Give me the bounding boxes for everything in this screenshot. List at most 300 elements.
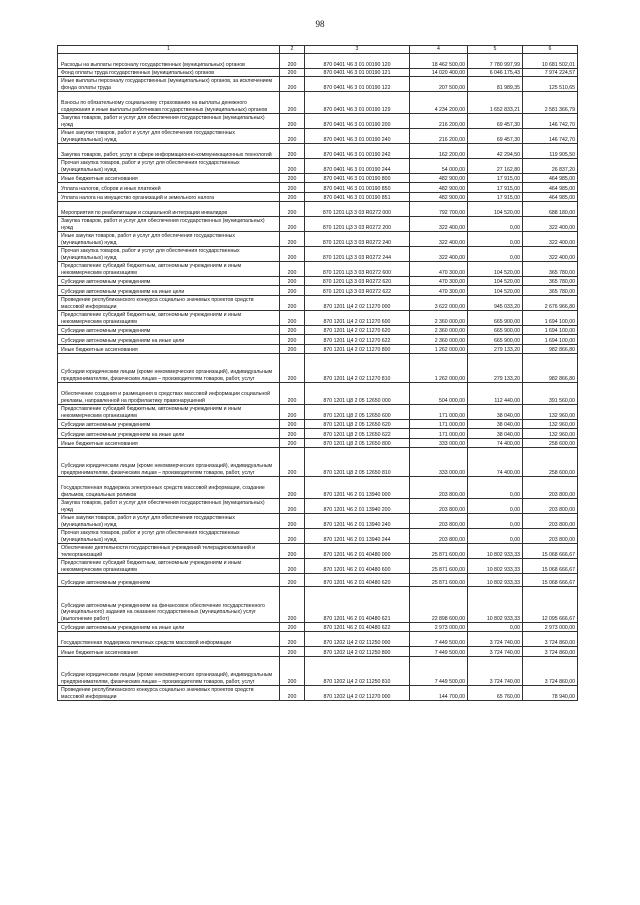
- expense-name: Обеспечение создания и размещения в средствах массовой информации социальной рекламы, направленной на профилактику правонарушений: [58, 383, 280, 405]
- expense-name: Субсидии автономным учреждениям: [58, 420, 280, 429]
- approved-amount: 3 622 000,00: [410, 296, 468, 311]
- line-code: 200: [280, 286, 305, 296]
- budget-classification-code: 870 1202 Ц4 2 02 11270 000: [305, 686, 410, 701]
- executed-amount: 112 440,00: [468, 383, 523, 405]
- budget-classification-code: 870 1201 Ц8 2 05 12650 800: [305, 439, 410, 448]
- budget-classification-code: 870 0401 Ч6 3 01 00190 800: [305, 174, 410, 183]
- line-code: 200: [280, 574, 305, 587]
- approved-amount: 2 360 000,00: [410, 335, 468, 345]
- unexecuted-amount: 26 837,20: [523, 159, 578, 174]
- line-code: 200: [280, 217, 305, 232]
- line-code: 200: [280, 69, 305, 77]
- table-row: [58, 286, 578, 296]
- unexecuted-amount: 2 973 000,00: [523, 623, 578, 632]
- unexecuted-amount: 982 866,80: [523, 345, 578, 354]
- budget-classification-code: 870 0401 Ч6 3 01 00190 200: [305, 114, 410, 129]
- expense-name: Субсидии автономным учреждениям на иные цели: [58, 335, 280, 345]
- line-code: 200: [280, 129, 305, 144]
- table-row: [58, 439, 578, 448]
- executed-amount: 1 652 833,21: [468, 92, 523, 114]
- line-code: 200: [280, 514, 305, 529]
- executed-amount: 38 040,00: [468, 420, 523, 429]
- budget-classification-code: 870 0401 Ч6 3 01 00190 850: [305, 183, 410, 193]
- unexecuted-amount: 15 068 666,67: [523, 559, 578, 574]
- page-number: 98: [315, 19, 325, 29]
- unexecuted-amount: 365 780,00: [523, 286, 578, 296]
- expense-name: Предоставление субсидий бюджетным, автономным учреждениям и иным некоммерческим организациям: [58, 559, 280, 574]
- executed-amount: 17 915,00: [468, 183, 523, 193]
- line-code: 200: [280, 559, 305, 574]
- table-row: [58, 183, 578, 193]
- expense-name: Уплата налога на имущество организаций и земельного налога: [58, 193, 280, 202]
- unexecuted-amount: 1 694 100,00: [523, 311, 578, 326]
- approved-amount: 792 700,00: [410, 202, 468, 217]
- table-row: [58, 174, 578, 183]
- budget-classification-code: 870 1201 Ц8 2 05 12650 620: [305, 420, 410, 429]
- line-code: 200: [280, 326, 305, 335]
- executed-amount: 104 520,00: [468, 286, 523, 296]
- line-code: 200: [280, 202, 305, 217]
- approved-amount: 2 360 000,00: [410, 311, 468, 326]
- table-row: [58, 247, 578, 262]
- table-row: [58, 77, 578, 92]
- table-row: [58, 383, 578, 405]
- table-row: [58, 92, 578, 114]
- budget-classification-code: 870 0401 Ч6 3 01 00190 120: [305, 54, 410, 69]
- line-code: 200: [280, 144, 305, 159]
- table-row: [58, 114, 578, 129]
- expense-name: Иные закупки товаров, работ и услуг для обеспечения государственных (муниципальных) нужд: [58, 232, 280, 247]
- approved-amount: 216 200,00: [410, 114, 468, 129]
- table-row: [58, 335, 578, 345]
- budget-classification-code: 870 1201 Ц4 2 02 11270 622: [305, 335, 410, 345]
- executed-amount: 3 724 740,00: [468, 647, 523, 657]
- unexecuted-amount: 3 724 860,00: [523, 657, 578, 686]
- approved-amount: 25 871 600,00: [410, 559, 468, 574]
- executed-amount: 69 457,30: [468, 114, 523, 129]
- table-row: [58, 647, 578, 657]
- executed-amount: 0,00: [468, 514, 523, 529]
- table-row: [58, 144, 578, 159]
- line-code: 200: [280, 232, 305, 247]
- line-code: 200: [280, 77, 305, 92]
- table-row: [58, 232, 578, 247]
- budget-classification-code: 870 1201 Ц4 2 02 11270 000: [305, 296, 410, 311]
- budget-classification-code: 870 1201 Ц3 3 03 R0272 600: [305, 262, 410, 277]
- approved-amount: 482 900,00: [410, 193, 468, 202]
- budget-classification-code: 870 0401 Ч6 3 01 00190 244: [305, 159, 410, 174]
- executed-amount: 945 033,20: [468, 296, 523, 311]
- line-code: 200: [280, 429, 305, 439]
- approved-amount: 482 900,00: [410, 174, 468, 183]
- table-row: [58, 559, 578, 574]
- executed-amount: 38 040,00: [468, 405, 523, 420]
- approved-amount: 2 973 000,00: [410, 623, 468, 632]
- executed-amount: 0,00: [468, 499, 523, 514]
- table-row: [58, 657, 578, 686]
- approved-amount: 322 400,00: [410, 247, 468, 262]
- budget-classification-code: 870 0401 Ч6 3 01 00190 851: [305, 193, 410, 202]
- executed-amount: 7 780 997,99: [468, 54, 523, 69]
- unexecuted-amount: 688 180,00: [523, 202, 578, 217]
- expense-name: Предоставление субсидий бюджетным, автономным учреждениям и иным некоммерческим организациям: [58, 311, 280, 326]
- line-code: 200: [280, 296, 305, 311]
- executed-amount: 10 802 933,33: [468, 587, 523, 623]
- table-row: [58, 632, 578, 647]
- line-code: 200: [280, 623, 305, 632]
- expense-name: Прочая закупка товаров, работ и услуг для обеспечения государственных (муниципальных) нужд: [58, 529, 280, 544]
- column-header: 4: [410, 46, 468, 54]
- approved-amount: 333 000,00: [410, 439, 468, 448]
- unexecuted-amount: 391 560,00: [523, 383, 578, 405]
- expense-name: Иные бюджетные ассигнования: [58, 439, 280, 448]
- table-row: [58, 296, 578, 311]
- budget-classification-code: 870 1201 Ц8 2 05 12650 810: [305, 448, 410, 477]
- approved-amount: 470 300,00: [410, 262, 468, 277]
- table-row: [58, 354, 578, 383]
- table-row: [58, 69, 578, 77]
- line-code: 200: [280, 448, 305, 477]
- executed-amount: 10 802 933,33: [468, 544, 523, 559]
- line-code: 200: [280, 354, 305, 383]
- budget-classification-code: 870 1201 Ч6 2 01 40480 600: [305, 559, 410, 574]
- table-header-row: [58, 46, 578, 54]
- table-row: [58, 405, 578, 420]
- budget-classification-code: 870 1201 Ц3 3 03 R0272 620: [305, 277, 410, 286]
- expense-name: Субсидии автономным учреждениям: [58, 326, 280, 335]
- approved-amount: 482 900,00: [410, 183, 468, 193]
- approved-amount: 162 200,00: [410, 144, 468, 159]
- budget-classification-code: 870 1201 Ц3 3 03 R0272 000: [305, 202, 410, 217]
- approved-amount: 25 871 600,00: [410, 574, 468, 587]
- table-row: [58, 159, 578, 174]
- line-code: 200: [280, 311, 305, 326]
- approved-amount: 54 000,00: [410, 159, 468, 174]
- line-code: 200: [280, 405, 305, 420]
- expense-name: Предоставление субсидий бюджетным, автономным учреждениям и иным некоммерческим организациям: [58, 405, 280, 420]
- expense-name: Прочая закупка товаров, работ и услуг для обеспечения государственных (муниципальных) нужд: [58, 247, 280, 262]
- unexecuted-amount: 203 800,00: [523, 477, 578, 499]
- executed-amount: 665 900,00: [468, 335, 523, 345]
- table-row: [58, 202, 578, 217]
- table-row: [58, 311, 578, 326]
- line-code: 200: [280, 247, 305, 262]
- expense-name: Иные закупки товаров, работ и услуг для обеспечения государственных (муниципальных) нужд: [58, 129, 280, 144]
- expense-name: Субсидии юридическим лицам (кроме некоммерческих организаций), индивидуальным предпринимателям, физическим лицам – производителям товаров, работ, услуг: [58, 448, 280, 477]
- table-row: [58, 623, 578, 632]
- table-row: [58, 514, 578, 529]
- table-row: [58, 420, 578, 429]
- expense-name: Фонд оплаты труда государственных (муниципальных) органов: [58, 69, 280, 77]
- line-code: 200: [280, 114, 305, 129]
- column-header: 3: [305, 46, 410, 54]
- column-header: 2: [280, 46, 305, 54]
- approved-amount: 171 000,00: [410, 420, 468, 429]
- table-row: [58, 217, 578, 232]
- line-code: 200: [280, 159, 305, 174]
- expense-name: Иные бюджетные ассигнования: [58, 647, 280, 657]
- table-row: [58, 499, 578, 514]
- executed-amount: 17 915,00: [468, 193, 523, 202]
- executed-amount: 0,00: [468, 477, 523, 499]
- expense-name: Иные бюджетные ассигнования: [58, 345, 280, 354]
- expense-name: Иные закупки товаров, работ и услуг для обеспечения государственных (муниципальных) нужд: [58, 514, 280, 529]
- executed-amount: 38 040,00: [468, 429, 523, 439]
- table-row: [58, 54, 578, 69]
- approved-amount: 203 800,00: [410, 529, 468, 544]
- expense-name: Субсидии юридическим лицам (кроме некоммерческих организаций), индивидуальным предпринимателям, физическим лицам – производителям товаров, работ, услуг: [58, 657, 280, 686]
- budget-classification-code: 870 1201 Ц4 2 02 11270 800: [305, 345, 410, 354]
- budget-classification-code: 870 0401 Ч6 3 01 00190 240: [305, 129, 410, 144]
- executed-amount: 665 900,00: [468, 311, 523, 326]
- table-row: [58, 262, 578, 277]
- expense-name: Закупка товаров, работ и услуг для обеспечения государственных (муниципальных) нужд: [58, 217, 280, 232]
- unexecuted-amount: 12 095 666,67: [523, 587, 578, 623]
- unexecuted-amount: 258 600,00: [523, 448, 578, 477]
- approved-amount: 1 262 000,00: [410, 354, 468, 383]
- approved-amount: 7 449 500,00: [410, 632, 468, 647]
- approved-amount: 25 871 600,00: [410, 544, 468, 559]
- expense-name: Закупка товаров, работ и услуг для обеспечения государственных (муниципальных) нужд: [58, 114, 280, 129]
- expense-name: Прочая закупка товаров, работ и услуг для обеспечения государственных (муниципальных) нужд: [58, 159, 280, 174]
- unexecuted-amount: 203 800,00: [523, 499, 578, 514]
- budget-classification-code: 870 0401 Ч6 3 01 00190 129: [305, 92, 410, 114]
- budget-classification-code: 870 1201 Ц4 2 02 11270 810: [305, 354, 410, 383]
- budget-classification-code: 870 1201 Ч6 2 01 40480 621: [305, 587, 410, 623]
- expense-name: Расходы на выплаты персоналу государственных (муниципальных) органов: [58, 54, 280, 69]
- budget-classification-code: 870 0401 Ч6 3 01 00190 122: [305, 77, 410, 92]
- expense-name: Обеспечение деятельности государственных учреждений телерадиокомпаний и телеорганизаций: [58, 544, 280, 559]
- table-row: [58, 587, 578, 623]
- unexecuted-amount: 203 800,00: [523, 529, 578, 544]
- budget-classification-code: 870 1201 Ч6 2 01 13940 240: [305, 514, 410, 529]
- executed-amount: 104 520,00: [468, 202, 523, 217]
- line-code: 200: [280, 587, 305, 623]
- table-row: [58, 326, 578, 335]
- expense-name: Субсидии юридическим лицам (кроме некоммерческих организаций), индивидуальным предпринимателям, физическим лицам – производителям товаров, работ, услуг: [58, 354, 280, 383]
- expense-name: Иные выплаты персоналу государственных (муниципальных) органов, за исключением фонда оплаты труда: [58, 77, 280, 92]
- line-code: 200: [280, 345, 305, 354]
- table-row: [58, 574, 578, 587]
- expense-name: Иные бюджетные ассигнования: [58, 174, 280, 183]
- table-row: [58, 529, 578, 544]
- executed-amount: 104 520,00: [468, 277, 523, 286]
- executed-amount: 0,00: [468, 217, 523, 232]
- approved-amount: 18 462 500,00: [410, 54, 468, 69]
- executed-amount: 0,00: [468, 247, 523, 262]
- budget-classification-code: 870 1202 Ц4 2 02 11250 800: [305, 647, 410, 657]
- approved-amount: 171 000,00: [410, 405, 468, 420]
- unexecuted-amount: 464 985,00: [523, 183, 578, 193]
- approved-amount: 203 800,00: [410, 514, 468, 529]
- approved-amount: 504 000,00: [410, 383, 468, 405]
- approved-amount: 203 800,00: [410, 499, 468, 514]
- line-code: 200: [280, 335, 305, 345]
- executed-amount: 69 457,30: [468, 129, 523, 144]
- budget-classification-code: 870 1201 Ч6 2 01 40480 000: [305, 544, 410, 559]
- table-row: [58, 544, 578, 559]
- expense-name: Мероприятия по реабилитации и социальной интеграции инвалидов: [58, 202, 280, 217]
- unexecuted-amount: 203 800,00: [523, 514, 578, 529]
- expense-name: Проведение республиканского конкурса социально значимых проектов средств массовой информации: [58, 296, 280, 311]
- line-code: 200: [280, 499, 305, 514]
- unexecuted-amount: 15 068 666,67: [523, 574, 578, 587]
- expense-name: Взносы по обязательному социальному страхованию на выплаты денежного содержания и иные выплаты работникам государственных (муниципальных) органов: [58, 92, 280, 114]
- unexecuted-amount: 2 676 966,80: [523, 296, 578, 311]
- line-code: 200: [280, 647, 305, 657]
- unexecuted-amount: 1 694 100,00: [523, 326, 578, 335]
- expense-name: Проведение республиканского конкурса социально значимых проектов средств массовой информации: [58, 686, 280, 701]
- approved-amount: 322 400,00: [410, 217, 468, 232]
- unexecuted-amount: 3 724 860,00: [523, 632, 578, 647]
- expense-name: Государственная поддержка электронных средств массовой информации, создание фильмов, социальных роликов: [58, 477, 280, 499]
- table-row: [58, 477, 578, 499]
- line-code: 200: [280, 174, 305, 183]
- line-code: 200: [280, 439, 305, 448]
- budget-classification-code: 870 1201 Ц3 3 03 R0272 622: [305, 286, 410, 296]
- unexecuted-amount: 258 600,00: [523, 439, 578, 448]
- budget-classification-code: 870 0401 Ч6 3 01 00190 121: [305, 69, 410, 77]
- line-code: 200: [280, 262, 305, 277]
- unexecuted-amount: 7 974 224,57: [523, 69, 578, 77]
- table-row: [58, 448, 578, 477]
- budget-classification-code: 870 1201 Ц4 2 02 11270 600: [305, 311, 410, 326]
- expense-name: Субсидии автономным учреждениям на иные цели: [58, 623, 280, 632]
- line-code: 200: [280, 420, 305, 429]
- budget-classification-code: 870 1201 Ч6 2 01 40480 620: [305, 574, 410, 587]
- line-code: 200: [280, 183, 305, 193]
- expense-name: Предоставление субсидий бюджетным, автономным учреждениям и иным некоммерческим организациям: [58, 262, 280, 277]
- unexecuted-amount: 132 960,00: [523, 405, 578, 420]
- executed-amount: 74 400,00: [468, 448, 523, 477]
- table-row: [58, 686, 578, 701]
- executed-amount: 665 900,00: [468, 326, 523, 335]
- approved-amount: 322 400,00: [410, 232, 468, 247]
- unexecuted-amount: 3 724 860,00: [523, 647, 578, 657]
- budget-classification-code: 870 1201 Ц8 2 05 12650 000: [305, 383, 410, 405]
- budget-classification-code: 870 1201 Ц3 3 03 R0272 240: [305, 232, 410, 247]
- budget-classification-code: 870 1202 Ц4 2 02 11250 000: [305, 632, 410, 647]
- approved-amount: 144 700,00: [410, 686, 468, 701]
- executed-amount: 104 520,00: [468, 262, 523, 277]
- budget-classification-code: 870 1201 Ц3 3 03 R0272 200: [305, 217, 410, 232]
- line-code: 200: [280, 544, 305, 559]
- line-code: 200: [280, 54, 305, 69]
- executed-amount: 3 724 740,00: [468, 632, 523, 647]
- line-code: 200: [280, 477, 305, 499]
- unexecuted-amount: 2 581 366,79: [523, 92, 578, 114]
- approved-amount: 7 449 500,00: [410, 657, 468, 686]
- approved-amount: 2 360 000,00: [410, 326, 468, 335]
- table-row: [58, 277, 578, 286]
- executed-amount: 0,00: [468, 623, 523, 632]
- column-header: 6: [523, 46, 578, 54]
- executed-amount: 42 294,50: [468, 144, 523, 159]
- unexecuted-amount: 1 694 100,00: [523, 335, 578, 345]
- expense-name: Субсидии автономным учреждениям на иные цели: [58, 429, 280, 439]
- approved-amount: 470 300,00: [410, 286, 468, 296]
- unexecuted-amount: 146 742,70: [523, 129, 578, 144]
- budget-classification-code: 870 1201 Ц3 3 03 R0272 244: [305, 247, 410, 262]
- budget-classification-code: 870 1201 Ч6 2 01 13940 200: [305, 499, 410, 514]
- approved-amount: 1 262 000,00: [410, 345, 468, 354]
- unexecuted-amount: 322 400,00: [523, 217, 578, 232]
- executed-amount: 279 133,20: [468, 345, 523, 354]
- expense-name: Субсидии автономным учреждениям на финансовое обеспечение государственного (муниципального) задания на оказание государственных (муниципальных) услуг (выполнение работ): [58, 587, 280, 623]
- budget-classification-code: 870 1202 Ц4 2 02 11250 810: [305, 657, 410, 686]
- expense-name: Субсидии автономным учреждениям на иные цели: [58, 286, 280, 296]
- line-code: 200: [280, 277, 305, 286]
- unexecuted-amount: 464 985,00: [523, 174, 578, 183]
- approved-amount: 22 898 600,00: [410, 587, 468, 623]
- unexecuted-amount: 125 510,65: [523, 77, 578, 92]
- budget-classification-code: 870 0401 Ч6 3 01 00190 242: [305, 144, 410, 159]
- table-row: [58, 129, 578, 144]
- line-code: 200: [280, 92, 305, 114]
- expense-name: Субсидии автономным учреждениям: [58, 277, 280, 286]
- unexecuted-amount: 365 780,00: [523, 277, 578, 286]
- unexecuted-amount: 464 985,00: [523, 193, 578, 202]
- executed-amount: 10 802 933,33: [468, 574, 523, 587]
- line-code: 200: [280, 383, 305, 405]
- unexecuted-amount: 10 681 502,01: [523, 54, 578, 69]
- executed-amount: 3 724 740,00: [468, 657, 523, 686]
- table-row: [58, 193, 578, 202]
- executed-amount: 81 989,35: [468, 77, 523, 92]
- approved-amount: 216 200,00: [410, 129, 468, 144]
- line-code: 200: [280, 193, 305, 202]
- approved-amount: 4 234 200,00: [410, 92, 468, 114]
- unexecuted-amount: 146 742,70: [523, 114, 578, 129]
- unexecuted-amount: 78 940,00: [523, 686, 578, 701]
- approved-amount: 333 000,00: [410, 448, 468, 477]
- budget-classification-code: 870 1201 Ц4 2 02 11270 620: [305, 326, 410, 335]
- line-code: 200: [280, 632, 305, 647]
- unexecuted-amount: 322 400,00: [523, 232, 578, 247]
- unexecuted-amount: 119 905,50: [523, 144, 578, 159]
- expense-name: Закупка товаров, работ и услуг для обеспечения государственных (муниципальных) нужд: [58, 499, 280, 514]
- executed-amount: 0,00: [468, 529, 523, 544]
- executed-amount: 10 802 933,33: [468, 559, 523, 574]
- line-code: 200: [280, 686, 305, 701]
- column-header: 1: [58, 46, 280, 54]
- expense-name: Уплата налогов, сборов и иных платежей: [58, 183, 280, 193]
- line-code: 200: [280, 657, 305, 686]
- executed-amount: 65 760,00: [468, 686, 523, 701]
- table-row: [58, 345, 578, 354]
- unexecuted-amount: 322 400,00: [523, 247, 578, 262]
- line-code: 200: [280, 529, 305, 544]
- budget-classification-code: 870 1201 Ц8 2 05 12650 622: [305, 429, 410, 439]
- executed-amount: 6 046 175,43: [468, 69, 523, 77]
- expense-name: Закупка товаров, работ, услуг в сфере информационно-коммуникационных технологий: [58, 144, 280, 159]
- approved-amount: 203 800,00: [410, 477, 468, 499]
- column-header: 5: [468, 46, 523, 54]
- executed-amount: 0,00: [468, 232, 523, 247]
- unexecuted-amount: 132 960,00: [523, 429, 578, 439]
- approved-amount: 14 020 400,00: [410, 69, 468, 77]
- executed-amount: 279 133,20: [468, 354, 523, 383]
- approved-amount: 171 000,00: [410, 429, 468, 439]
- unexecuted-amount: 982 866,80: [523, 354, 578, 383]
- approved-amount: 7 449 500,00: [410, 647, 468, 657]
- budget-classification-code: 870 1201 Ц8 2 05 12650 600: [305, 405, 410, 420]
- budget-classification-code: 870 1201 Ч6 2 01 40480 622: [305, 623, 410, 632]
- expense-name: Государственная поддержка печатных средств массовой информации: [58, 632, 280, 647]
- unexecuted-amount: 365 780,00: [523, 262, 578, 277]
- approved-amount: 470 300,00: [410, 277, 468, 286]
- budget-classification-code: 870 1201 Ч6 2 01 13940 244: [305, 529, 410, 544]
